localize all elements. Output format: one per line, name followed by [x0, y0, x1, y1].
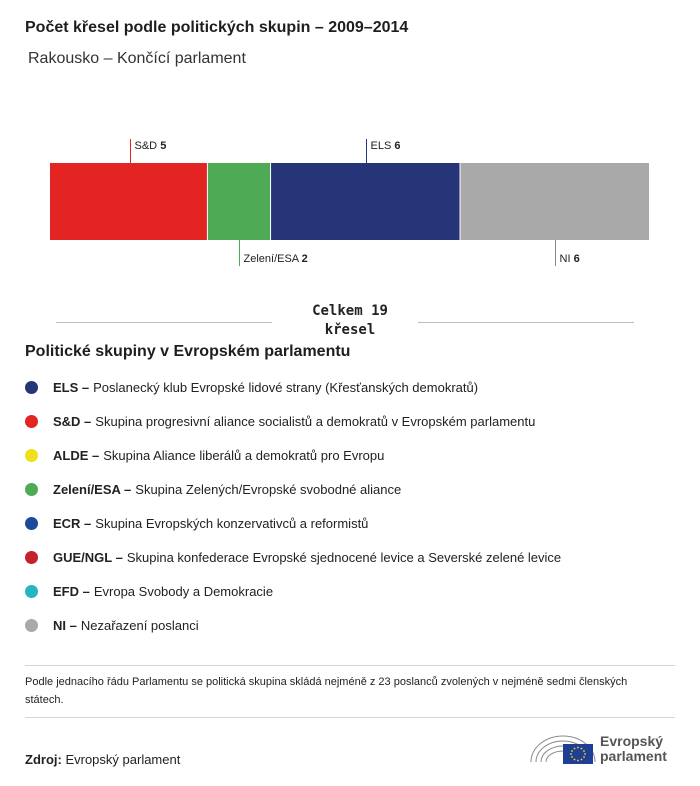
source-label: Zdroj:	[25, 752, 62, 767]
chart-title: Počet křesel podle politických skupin – 2009–2014	[25, 19, 409, 36]
legend-item	[25, 608, 675, 642]
legend-item	[25, 540, 675, 574]
legend-description: Skupina Zelených/Evropské svobodné aliance	[135, 481, 402, 497]
segment-name: Zelení/ESA	[243, 253, 302, 265]
legend-description: Skupina konfederace Evropské sjednocené levice a Severské zelené levice	[126, 549, 562, 565]
legend-color-dot	[25, 415, 38, 428]
european-parliament-logo	[528, 728, 678, 768]
legend-color-dot	[25, 449, 38, 462]
legend-item	[25, 472, 675, 506]
source-line	[25, 752, 180, 767]
segment-name: ELS	[370, 140, 395, 152]
legend-description: Skupina Evropských konzervativců a reformistů	[95, 515, 369, 531]
legend-abbr: EFD –	[53, 583, 90, 599]
legend-abbr: S&D –	[53, 413, 92, 429]
total-divider-right	[418, 322, 634, 323]
legend-color-dot	[25, 517, 38, 530]
total-divider-left	[56, 322, 272, 323]
segment-value: 5	[160, 140, 167, 152]
segment-name: S&D	[134, 140, 161, 152]
legend-description: Skupina progresivní aliance socialistů a demokratů v Evropském parlamentu	[95, 413, 536, 429]
total-seats-line1: Celkem 19	[312, 303, 388, 319]
note-divider-top	[25, 665, 675, 666]
legend-abbr: ALDE –	[53, 447, 100, 463]
legend-abbr: ELS –	[53, 379, 90, 395]
legend-item	[25, 506, 675, 540]
legend	[25, 370, 675, 642]
seat-bar-chart	[0, 130, 700, 280]
segment-value: 2	[301, 253, 308, 265]
legend-item	[25, 404, 675, 438]
legend-abbr: ECR –	[53, 515, 92, 531]
legend-description: Poslanecký klub Evropské lidové strany (Křesťanských demokratů)	[93, 379, 479, 395]
segment-label	[560, 253, 580, 265]
legend-color-dot	[25, 585, 38, 598]
legend-color-dot	[25, 483, 38, 496]
total-seats-label	[290, 302, 410, 340]
segment-label	[244, 253, 308, 265]
legend-color-dot	[25, 381, 38, 394]
segment-value: 6	[573, 253, 580, 265]
legend-item	[25, 438, 675, 472]
legend-item	[25, 574, 675, 608]
segment-value: 6	[394, 140, 401, 152]
legend-description: Nezařazení poslanci	[80, 617, 199, 633]
segment-label	[135, 140, 167, 152]
source-value: Evropský parlament	[65, 752, 181, 767]
total-seats-line2: křesel	[324, 322, 376, 338]
segment-name: NI	[559, 253, 574, 265]
legend-description: Skupina Aliance liberálů a demokratů pro Evropu	[103, 447, 385, 463]
logo-text	[600, 734, 667, 764]
segment-label	[371, 140, 401, 152]
legend-abbr: Zelení/ESA –	[53, 481, 132, 497]
legend-abbr: NI –	[53, 617, 77, 633]
bar-segment	[50, 163, 207, 240]
legend-title: Politické skupiny v Evropském parlamentu	[25, 343, 351, 360]
legend-abbr: GUE/NGL –	[53, 549, 123, 565]
legend-color-dot	[25, 619, 38, 632]
legend-item	[25, 370, 675, 404]
logo-text-line1: Evropský	[600, 733, 664, 749]
bar-segment	[208, 163, 270, 240]
logo-text-line2: parlament	[600, 748, 667, 764]
bar-segment	[461, 163, 649, 240]
hemicycle-icon	[528, 728, 598, 768]
legend-description: Evropa Svobody a Demokracie	[93, 583, 274, 599]
note-divider-bottom	[25, 717, 675, 718]
bar-segment	[271, 163, 459, 240]
legend-color-dot	[25, 551, 38, 564]
footnote: Podle jednacího řádu Parlamentu se politická skupina skládá nejméně z 23 poslanců zvolených v nejméně sedmi členských státech.	[25, 676, 628, 706]
chart-subtitle: Rakousko – Končící parlament	[28, 50, 246, 67]
